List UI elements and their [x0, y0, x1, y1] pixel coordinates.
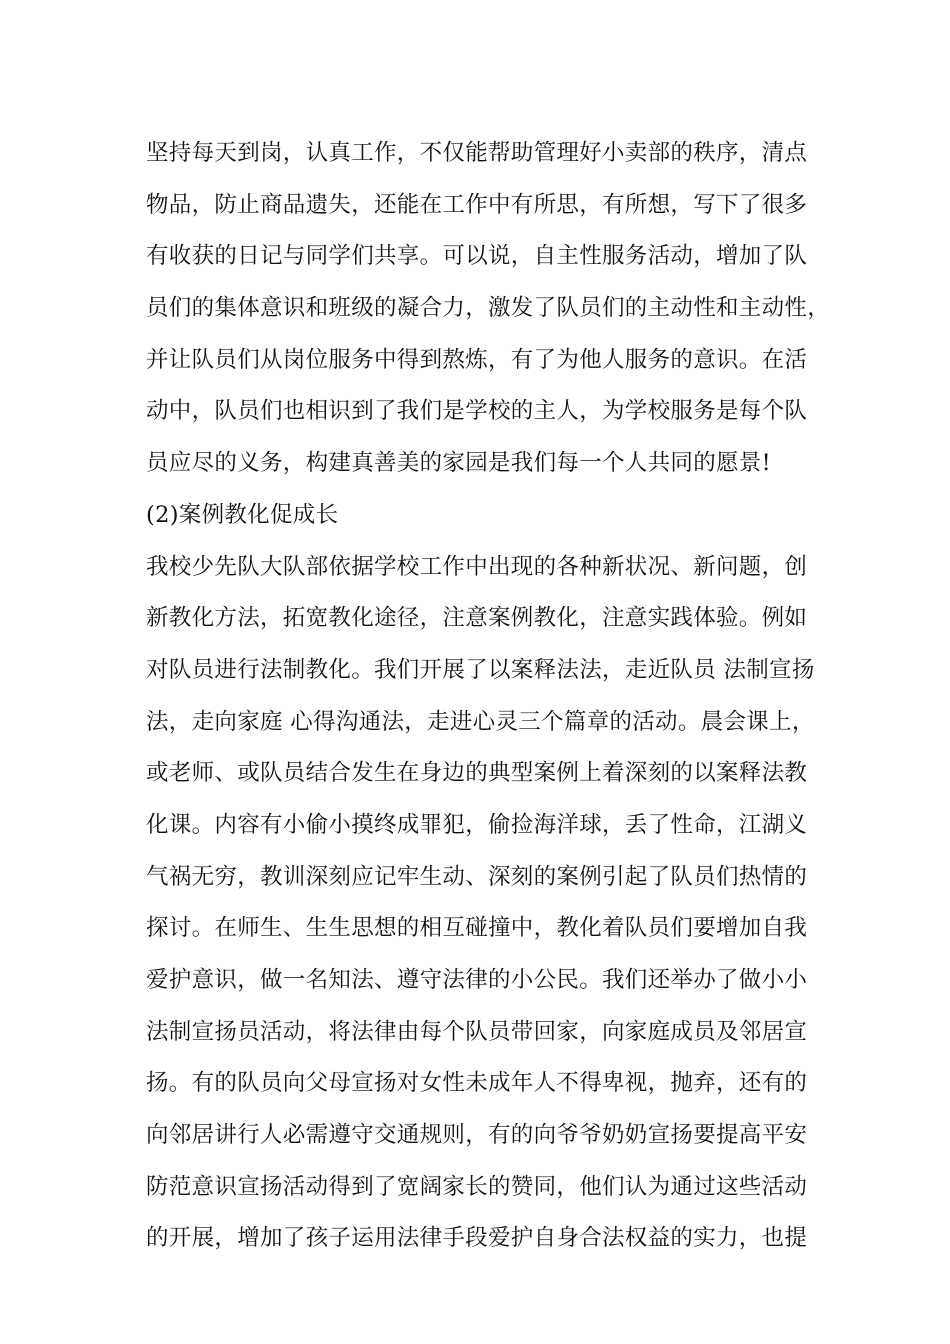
text-line: 法制宣扬员活动，将法律由每个队员带回家，向家庭成员及邻居宣 [146, 1018, 808, 1045]
text-line: 的开展，增加了孩子运用法律手段爱护自身合法权益的实力，也提 [146, 1225, 808, 1252]
text-line: 物品，防止商品遗失，还能在工作中有所思，有所想，写下了很多 [146, 191, 808, 218]
text-line: 扬。有的队员向父母宣扬对女性未成年人不得卑视，抛弃，还有的 [146, 1070, 808, 1097]
text-line: 法，走向家庭 心得沟通法，走进心灵三个篇章的活动。晨会课上， [146, 708, 815, 735]
text-line: 员应尽的义务，构建真善美的家园是我们每一个人共同的愿景! [146, 450, 771, 477]
text-line: 探讨。在师生、生生思想的相互碰撞中，教化着队员们要增加自我 [146, 915, 808, 942]
text-line: 向邻居讲行人必需遵守交通规则，有的向爷爷奶奶宣扬要提高平安 [146, 1122, 808, 1149]
text-line: 我校少先队大队部依据学校工作中出现的各种新状况、新问题，创 [146, 553, 808, 580]
body-text [146, 131, 831, 1268]
text-line: 新教化方法，拓宽教化途径，注意案例教化，注意实践体验。例如 [146, 605, 808, 632]
text-line: 有收获的日记与同学们共享。可以说，自主性服务活动，增加了队 [146, 243, 808, 270]
text-line: 气祸无穷，教训深刻应记牢生动、深刻的案例引起了队员们热情的 [146, 863, 808, 890]
text-line: 动中，队员们也相识到了我们是学校的主人，为学校服务是每个队 [146, 398, 808, 425]
text-line: 爱护意识，做一名知法、遵守法律的小公民。我们还举办了做小小 [146, 967, 808, 993]
text-line: 对队员进行法制教化。我们开展了以案释法法，走近队员 法制宣扬 [146, 656, 815, 683]
text-line: 并让队员们从岗位服务中得到熬炼，有了为他人服务的意识。在活 [146, 346, 808, 373]
section-heading: (2)案例教化促成长 [146, 501, 339, 528]
text-line: 或老师、或队员结合发生在身边的典型案例上着深刻的以案释法教 [146, 760, 808, 787]
text-line: 员们的集体意识和班级的凝合力，激发了队员们的主动性和主动性， [146, 295, 831, 322]
text-line: 化课。内容有小偷小摸终成罪犯，偷捡海洋球，丢了性命，江湖义 [146, 811, 808, 838]
text-line: 坚持每天到岗，认真工作，不仅能帮助管理好小卖部的秩序，清点 [146, 140, 808, 166]
text-line: 防范意识宣扬活动得到了宽阔家长的赞同，他们认为通过这些活动 [146, 1173, 808, 1200]
